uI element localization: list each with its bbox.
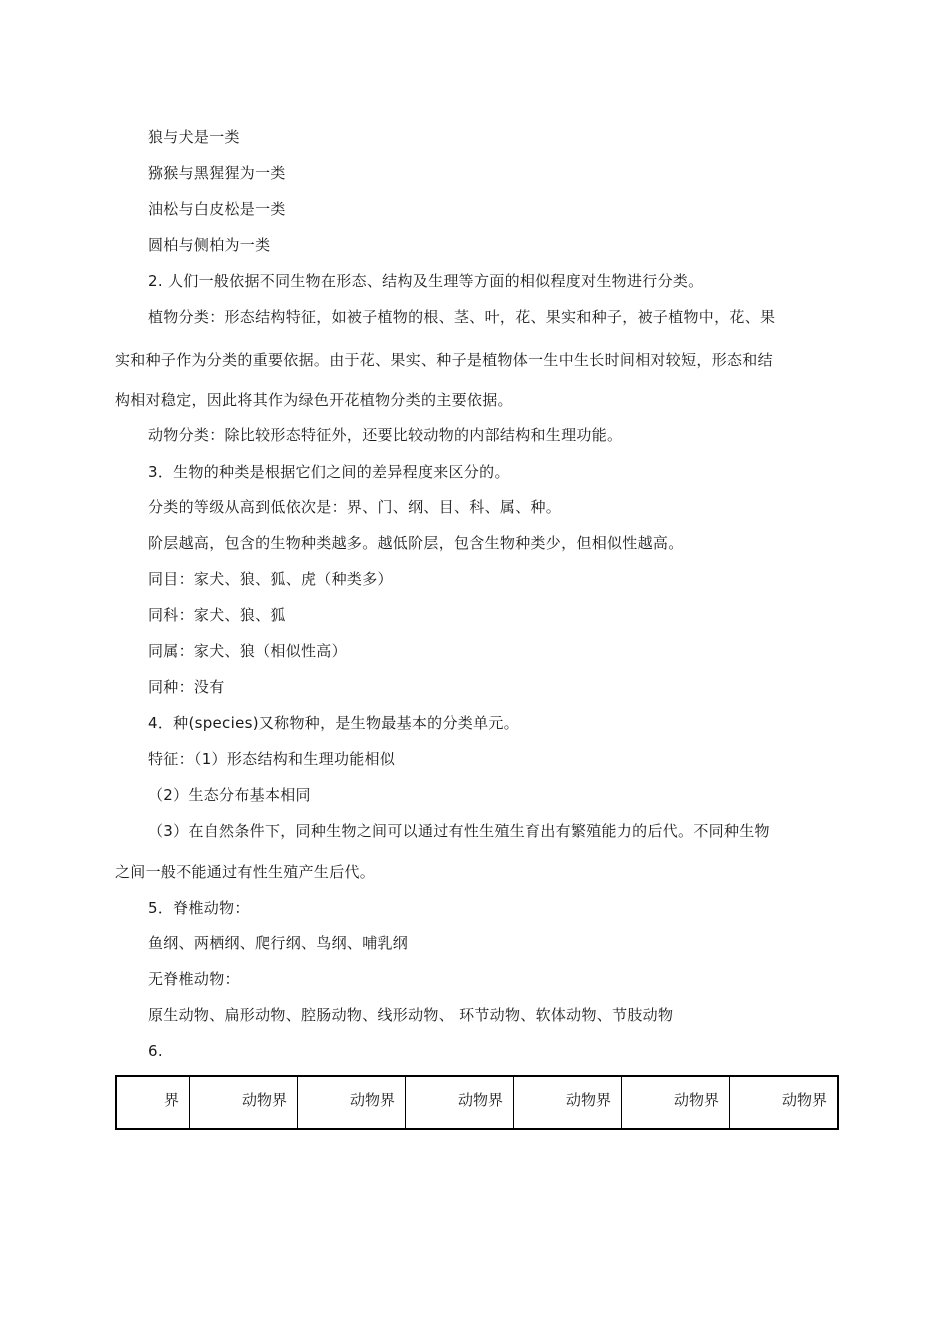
section-heading: 4．种(species)又称物种，是生物最基本的分类单元。	[148, 714, 519, 732]
table-row	[116, 1076, 838, 1129]
text-line: 鱼纲、两栖纲、爬行纲、鸟纲、哺乳纲	[148, 934, 409, 952]
text-line: 同属：家犬、狼（相似性高）	[148, 642, 347, 660]
text-line: 分类的等级从高到低依次是：界、门、纲、目、科、属、种。	[148, 498, 562, 516]
text-line: 动物分类：除比较形态特征外，还要比较动物的内部结构和生理功能。	[148, 426, 623, 444]
table-cell: 动物界	[190, 1076, 298, 1129]
section-heading: 2. 人们一般依据不同生物在形态、结构及生理等方面的相似程度对生物进行分类。	[148, 272, 704, 290]
table-cell: 动物界	[622, 1076, 730, 1129]
section-heading: 6.	[148, 1042, 163, 1060]
text-line: 构相对稳定，因此将其作为绿色开花植物分类的主要依据。	[115, 391, 513, 409]
text-line: 同种：没有	[148, 678, 225, 696]
table-cell: 界	[116, 1076, 190, 1129]
text-line: 阶层越高，包含的生物种类越多。越低阶层，包含生物种类少，但相似性越高。	[148, 534, 684, 552]
text-line: 猕猴与黑猩猩为一类	[148, 164, 286, 182]
text-line: 原生动物、扁形动物、腔肠动物、线形动物、 环节动物、软体动物、节肢动物	[148, 1006, 674, 1024]
text-line: 狼与犬是一类	[148, 128, 240, 146]
text-line: 之间一般不能通过有性生殖产生后代。	[115, 863, 376, 881]
table-cell: 动物界	[514, 1076, 622, 1129]
section-heading: 3．生物的种类是根据它们之间的差异程度来区分的。	[148, 463, 510, 481]
table-cell: 动物界	[298, 1076, 406, 1129]
text-line: 同目：家犬、狼、狐、虎（种类多）	[148, 570, 393, 588]
text-line: 同科：家犬、狼、狐	[148, 606, 286, 624]
table-cell: 动物界	[406, 1076, 514, 1129]
text-line: （2）生态分布基本相同	[148, 786, 311, 804]
table-cell: 动物界	[730, 1076, 839, 1129]
text-line: 油松与白皮松是一类	[148, 200, 286, 218]
text-line: 圆柏与侧柏为一类	[148, 236, 271, 254]
text-line: 无脊椎动物：	[148, 970, 240, 988]
text-line: （3）在自然条件下，同种生物之间可以通过有性生殖生育出有繁殖能力的后代。不同种生物	[148, 822, 770, 840]
text-line: 特征：（1）形态结构和生理功能相似	[148, 750, 396, 768]
classification-table	[115, 1075, 839, 1130]
section-heading: 5．脊椎动物：	[148, 899, 250, 917]
text-line: 实和种子作为分类的重要依据。由于花、果实、种子是植物体一生中生长时间相对较短，形态和结	[115, 351, 773, 369]
text-line: 植物分类：形态结构特征，如被子植物的根、茎、叶，花、果实和种子，被子植物中，花、果	[148, 308, 776, 326]
